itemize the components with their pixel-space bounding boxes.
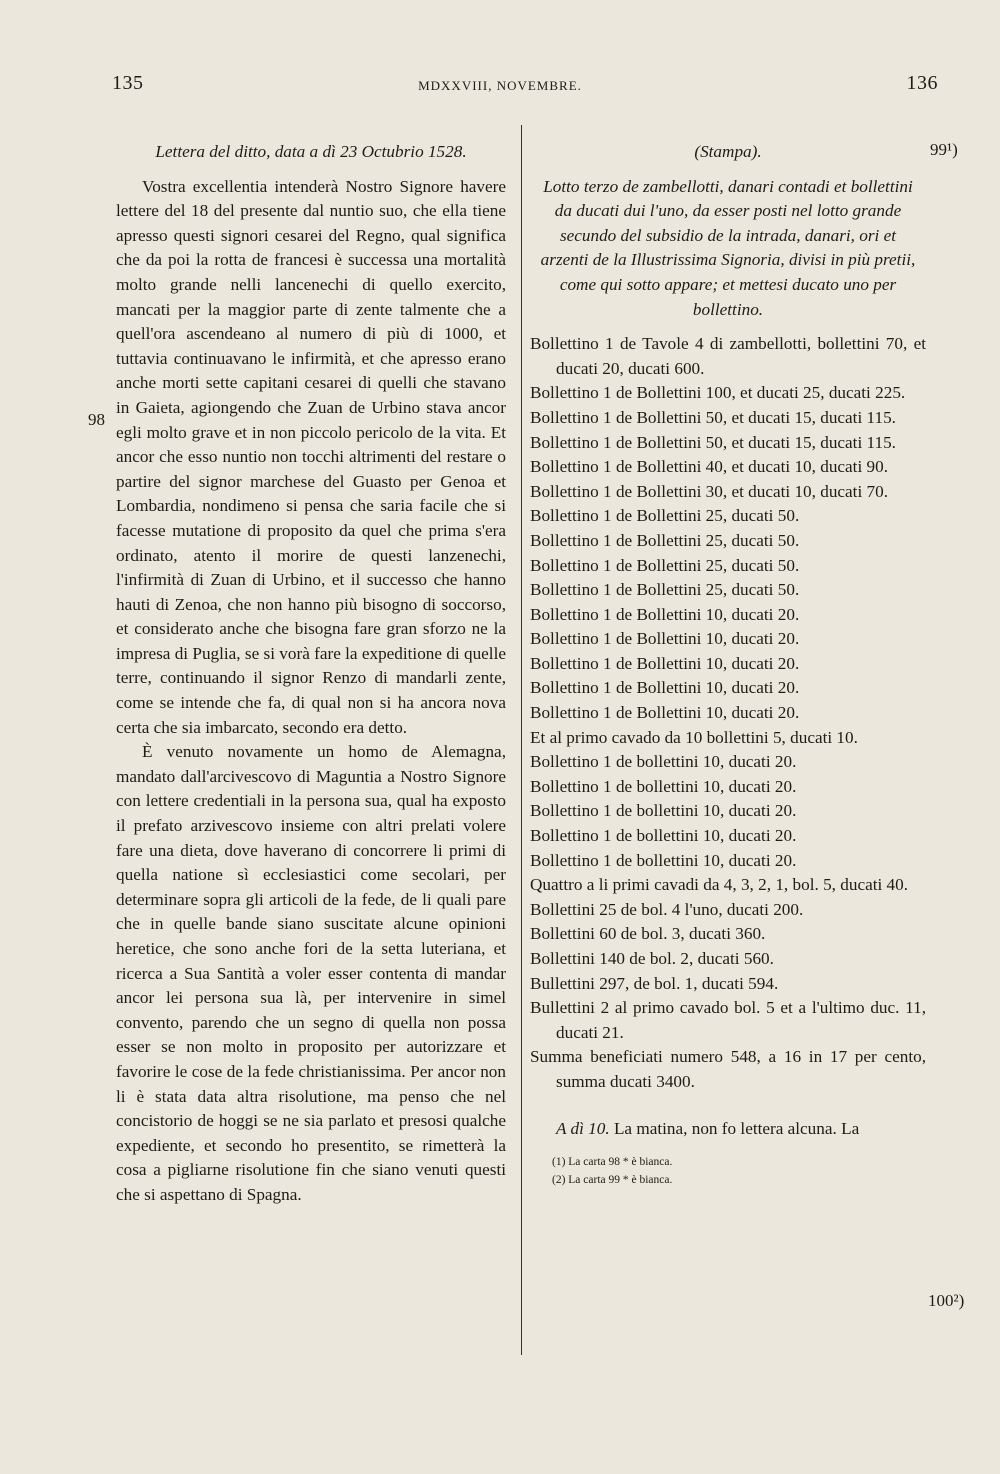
list-item: Bollettino 1 de Bollettini 10, ducati 20. bbox=[530, 653, 800, 673]
list-item: Bollettino 1 de bollettini 10, ducati 20. bbox=[530, 801, 797, 821]
page-number-right: 136 bbox=[906, 72, 938, 94]
list-item: Bollettino 1 de Bollettini 10, ducati 20. bbox=[530, 604, 800, 624]
list-item: Summa beneficiati numero 548, a 16 in 17 per cento, summa ducati 3400. bbox=[530, 1047, 926, 1091]
list-item: Quattro a li primi cavadi da 4, 3, 2, 1, bol. 5, ducati 40. bbox=[530, 875, 909, 895]
list-item: Bollettino 1 de Bollettini 50, et ducati 15, ducati 115. bbox=[530, 432, 896, 452]
list-item: Bullettini 2 al primo cavado bol. 5 et a l'ultimo duc. 11, ducati 21. bbox=[530, 998, 926, 1042]
footnotes bbox=[530, 1153, 926, 1189]
right-column bbox=[530, 140, 926, 1189]
running-title: MDXXVIII, NOVEMBRE. bbox=[418, 78, 582, 93]
list-item: Bollettino 1 de bollettini 10, ducati 20. bbox=[530, 826, 797, 846]
list-item: Bollettino 1 de bollettini 10, ducati 20. bbox=[530, 776, 797, 796]
lottery-intro: Lotto terzo de zambellotti, danari contadi et bollettini da ducati dui l'uno, da esser posti nel lotto grande secundo del subsidio de la intrada, danari, ori et arzenti de la Illustrissima Signoria, divisi in più pretii, come qui sotto appare; et mettesi ducato uno per bollettino. bbox=[540, 176, 916, 319]
list-item: Bollettini 140 de bol. 2, ducati 560. bbox=[530, 949, 774, 968]
list-item: Bollettino 1 de Bollettini 10, ducati 20. bbox=[530, 678, 800, 698]
list-item: Bollettini 25 de bol. 4 l'uno, ducati 200. bbox=[530, 899, 804, 919]
list-item: Bollettino 1 de bollettini 10, ducati 20. bbox=[530, 752, 797, 772]
list-item: Bollettino 1 de Bollettini 10, ducati 20. bbox=[530, 629, 800, 649]
left-column bbox=[116, 140, 506, 1208]
final-date: A dì 10. bbox=[556, 1118, 610, 1138]
footnote: (2) La carta 99 * è bianca. bbox=[552, 1174, 673, 1187]
list-item: Bollettino 1 de Bollettini 10, ducati 20. bbox=[530, 703, 800, 723]
final-text: La matina, non fo lettera alcuna. La bbox=[613, 1118, 860, 1138]
page-number-left: 135 bbox=[112, 72, 144, 94]
lottery-entries bbox=[530, 332, 926, 1094]
list-item: Et al primo cavado da 10 bollettini 5, ducati 10. bbox=[530, 727, 858, 747]
margin-number-99: 99¹) bbox=[930, 140, 958, 159]
list-item: Bollettino 1 de Bollettini 50, et ducati 15, ducati 115. bbox=[530, 407, 896, 427]
list-item: Bollettino 1 de Bollettini 25, ducati 50. bbox=[530, 580, 800, 600]
final-line bbox=[530, 1117, 926, 1142]
footnote: (1) La carta 98 * è bianca. bbox=[552, 1156, 673, 1169]
column-rule bbox=[521, 125, 522, 1355]
list-item: Bollettino 1 de bollettini 10, ducati 20. bbox=[530, 850, 797, 870]
list-item: Bollettino 1 de Tavole 4 di zambellotti, bollettini 70, et ducati 20, ducati 600. bbox=[530, 334, 926, 378]
letter-paragraph-2: È venuto novamente un homo de Alemagna, mandato dall'arcivescovo di Maguntia a Nostro Signore con lettere credentiali in la persona sua, qual ha exposto il prefato arzivescovo insieme con altri prelati volere fare una dieta, dove haverano di concorrere li primi di quella natione sì ecclesiastici come secolari, per determinare sopra gli articoli de la fede, de li quali pare che in quelle bande siano suscitate alcune opinioni heretice, che sono anche fori de la setta luteriana, et ricerca a Sua Santità a voler esser contenta di mandar ancor lei persona sua là, per intervenire in simel convento, parendo che un segno di quella non possa esser se non molto in proposito per autorizzare et favorire le cose de la fede christianissima. Per ancor non li è stata data altra risolutione, ma penso che nel concistorio de hoggi se ne sia parlato et presosi qualche expediente, et secondo ho presentito, se rimetterà la cosa a pigliarne risolutione fin che siano venuti questi che si aspettano di Spagna. bbox=[116, 742, 506, 1204]
list-item: Bollettino 1 de Bollettini 25, ducati 50. bbox=[530, 555, 800, 575]
list-item: Bollettini 60 de bol. 3, ducati 360. bbox=[530, 924, 766, 944]
list-item: Bollettino 1 de Bollettini 40, et ducati 10, ducati 90. bbox=[530, 457, 889, 477]
letter-title: Lettera del ditto, data a dì 23 Octubrio 1528. bbox=[155, 142, 467, 161]
list-item: Bullettini 297, de bol. 1, ducati 594. bbox=[530, 973, 779, 993]
list-item: Bollettino 1 de Bollettini 100, et ducati 25, ducati 225. bbox=[530, 383, 906, 403]
margin-number-100: 100²) bbox=[928, 1291, 965, 1310]
list-item: Bollettino 1 de Bollettini 25, ducati 50. bbox=[530, 530, 800, 550]
margin-number-98: 98 bbox=[88, 410, 105, 429]
stampa-heading: (Stampa). bbox=[694, 142, 762, 161]
list-item: Bollettino 1 de Bollettini 30, et ducati 10, ducati 70. bbox=[530, 481, 889, 501]
list-item: Bollettino 1 de Bollettini 25, ducati 50. bbox=[530, 506, 800, 526]
letter-paragraph-1: Vostra excellentia intenderà Nostro Signore havere lettere del 18 del presente dal nuntio suo, che ella tiene apresso questi signori cesarei del Regno, qual significa che da poi la rotta de francesi è successa una mortalità molto grande nelli lancenechi di quello exercito, mancati per la maggior parte di zente talmente che a quell'ora ascendeano al numero di più di 1000, et tuttavia continuavano le infirmità, et che apresso erano anche morti sette capitani cesarei di quelli che stavano in Gaieta, agiongendo che Zuan de Urbino stava ancor egli molto grave et in non piccolo pericolo de la vita. Et ancor che esso nuntio non tocchi altrimenti del restare o partire del signor marchese del Guasto per Genoa et Lombardia, nondimeno si pensa che saria facile che si facesse mutatione di proposito da quel che prima s'era ordinato, atento il morire de questi lanzenechi, l'infirmità di Zuan di Urbino, et il successo che hanno hauti di Zenoa, che non hanno più bisogno di soccorso, et considerato anche che bisogna fare gran sforzo ne la impresa di Puglia, se si vorà fare la expeditione di quelle terre, continuando il signor Renzo di mandarli zente, come se intende che fa, di qual non si ha ancora nova certa che sia imbarcato, secondo era detto. bbox=[116, 176, 506, 737]
